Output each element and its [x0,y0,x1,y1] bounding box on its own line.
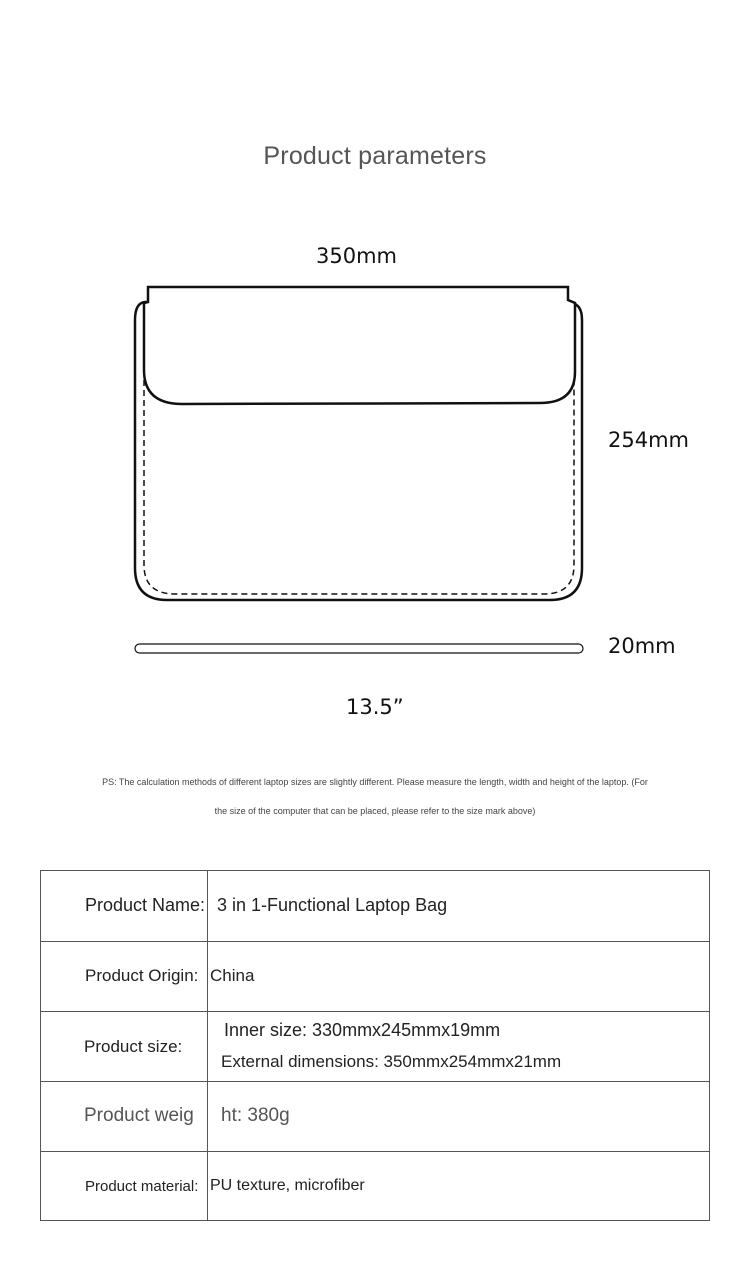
spec-value-material: PU texture, microfiber [210,1177,365,1194]
height-dimension: 254mm [608,428,689,452]
width-dimension: 350mm [316,244,397,268]
spec-value-external-size: External dimensions: 350mmx254mmx21mm [221,1052,562,1071]
bag-side-profile [135,644,583,653]
spec-label-weight: Product weig [84,1105,194,1126]
spec-label-origin: Product Origin: [85,966,199,985]
spec-row-material [41,1151,709,1221]
spec-value-inner-size: Inner size: 330mmx245mmx19mm [224,1020,501,1040]
measurement-note-line1: PS: The calculation methods of different laptop sizes are slightly different. Please measure the length, width and height of the laptop. (For [102,777,648,787]
spec-label-material: Product material: [85,1178,199,1195]
spec-row-name [41,871,709,941]
spec-row-size [41,1011,709,1081]
measurement-note-line2: the size of the computer that can be placed, please refer to the size mark above) [214,806,536,816]
spec-value-weight: ht: 380g [221,1105,290,1126]
depth-dimension: 20mm [608,634,676,658]
spec-label-size: Product size: [84,1037,183,1056]
bag-stitch-line [144,380,574,594]
spec-value-origin: China [210,966,255,985]
table-column-divider [207,871,208,1220]
screen-size-label: 13.5” [346,695,404,719]
spec-table [40,870,710,1221]
spec-label-name: Product Name: [85,895,206,915]
page-title: Product parameters [263,142,487,170]
spec-row-origin [41,941,709,1011]
spec-row-weight [41,1081,709,1151]
spec-value-name: 3 in 1-Functional Laptop Bag [217,895,448,915]
bag-flap-outline [144,287,575,404]
